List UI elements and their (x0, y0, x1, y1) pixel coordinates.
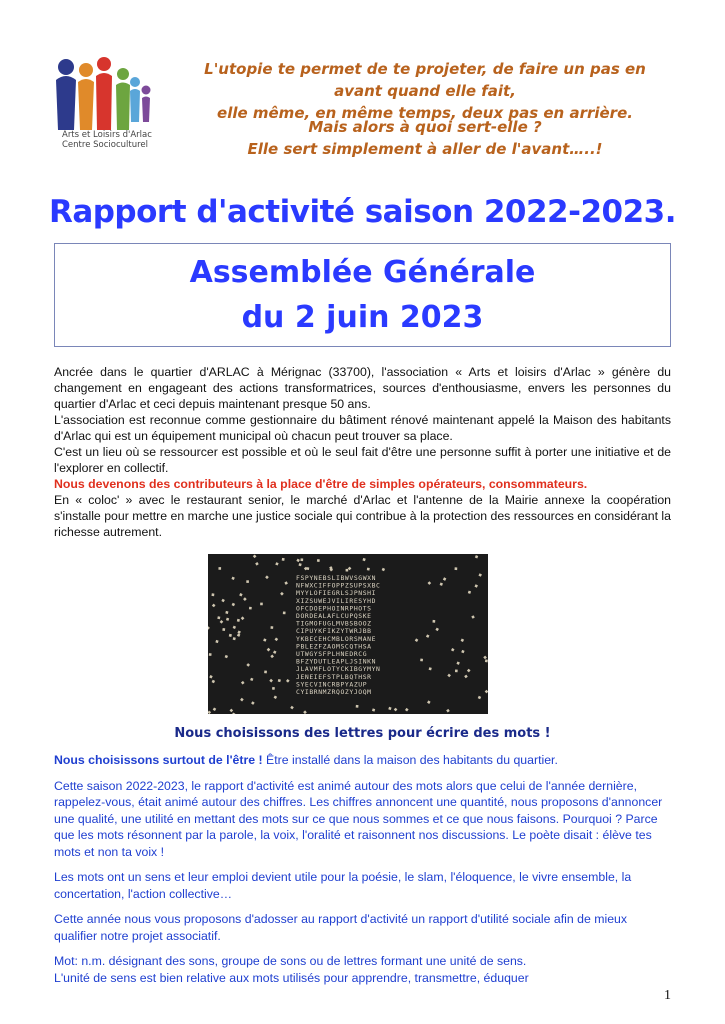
scattered-tile (229, 709, 233, 713)
letter-row: DORDEALAFLCUPQSKE (296, 612, 372, 620)
scattered-tile (209, 653, 212, 656)
scattered-tile (299, 563, 302, 566)
scattered-tile (217, 616, 220, 619)
scattered-tile (426, 634, 429, 637)
scattered-tile (468, 591, 471, 594)
scattered-tile (478, 696, 481, 699)
scattered-tile (275, 638, 279, 642)
intro-paragraph-2: L'association est reconnue comme gestionnaire du bâtiment rénové maintenant appelé la Maison des habitants d'Arlac qui est un équipement municipal où chacun peut trouver sa place. (54, 413, 671, 443)
letter-row: CIPUYKFIKZYTWRJBB (296, 627, 372, 636)
scattered-tile (427, 581, 431, 585)
scattered-tile (362, 558, 365, 561)
logo-line-1: Arts et Loisirs d'Arlac (62, 130, 152, 140)
assembly-box (54, 243, 671, 347)
scattered-tile (250, 678, 253, 681)
body-lead-rest: Être installé dans la maison des habitants du quartier. (262, 753, 558, 767)
scattered-tile (208, 711, 211, 715)
scattered-tile (405, 708, 409, 712)
scattered-tile (456, 662, 459, 665)
scattered-tile (249, 607, 252, 610)
letter-row: JLAVMFLOTYCKIBGYMYN (296, 665, 381, 674)
scattered-tile (222, 628, 225, 631)
scattered-tile (388, 707, 391, 710)
scattered-tile (233, 637, 236, 640)
assembly-line-1: Assemblée Générale (189, 255, 536, 290)
letter-row: BFZYDUTLEAPLJSINKN (296, 657, 377, 666)
letter-row: PBLEZFZAOMSCQTHSA (296, 642, 372, 651)
scattered-tile (269, 679, 273, 683)
scattered-tile (211, 593, 214, 596)
scattered-tile (232, 603, 235, 606)
scattered-tile (264, 671, 267, 674)
letter-row: XIZSUWEJVILIRESYHD (296, 596, 377, 605)
quote-line-4: Elle sert simplement à aller de l'avant…..! (247, 140, 603, 158)
body-paragraph-2: Cette saison 2022-2023, le rapport d'activité est animé autour des mots alors que celui de l'année dernière, rappelez-vous, était animé autour des chiffres. Les chiffres annoncent une quantité, nous proposons d'annoncer une qualité, une utilité en mettant des mots sur ce que nous sommes et ce que nous faisons. Pourquoi ? Parce que les mots résonnent par la parole, la voix, l'oralité et raisonnent nos discussions. Le poète disait : élève tes mots et non ta voix ! (54, 778, 663, 859)
quote-line-2: elle même, en même temps, deux pas en arrière. (217, 104, 633, 122)
scattered-tile (286, 679, 290, 683)
scattered-tile (367, 568, 370, 571)
scattered-tile (290, 706, 294, 710)
scattered-tile (239, 593, 242, 596)
scattered-tile (225, 655, 228, 658)
scattered-tile (241, 616, 245, 620)
scattered-tile (429, 667, 432, 670)
scattered-tile (475, 555, 478, 558)
quote-line-1: L'utopie te permet de te projeter, de faire un pas en avant quand elle fait, (204, 60, 646, 100)
scattered-tile (272, 687, 275, 690)
scattered-tile (255, 562, 259, 566)
scattered-tile (447, 674, 451, 678)
scattered-tile (240, 698, 244, 702)
scattered-tile (471, 615, 475, 619)
scattered-tile (267, 648, 271, 652)
scattered-tile (303, 710, 307, 714)
definition-line-1: Mot: n.m. désignant des sons, groupe de sons ou de lettres formant une unité de sens. (54, 954, 527, 968)
report-title: Rapport d'activité saison 2022-2023. (48, 194, 677, 230)
scattered-tile (253, 555, 257, 559)
scattered-tile (382, 568, 385, 571)
scattered-tile (446, 709, 450, 713)
scattered-tile (461, 650, 464, 653)
body-text (54, 752, 671, 995)
scattered-tile (215, 640, 218, 643)
scattered-tile (218, 567, 221, 570)
people-figures-icon (52, 52, 162, 132)
scattered-tile (306, 567, 309, 570)
scattered-tile (221, 599, 225, 603)
body-paragraph-1 (54, 752, 671, 769)
letter-row: CYIBRNMZRQOZYJOQM (296, 688, 372, 696)
definition-line-2: L'unité de sens est bien relative aux mots utilisés pour apprendre, transmettre, éduquer (54, 970, 529, 985)
scattered-tile (225, 611, 228, 614)
intro-paragraph-1: Ancrée dans le quartier d'ARLAC à Mérignac (33700), l'association « Arts et loisirs d'Arlac » génère du changement en engageant des actions transformatrices, sources d'enthousiasme, envers les personnes du quartier d'Arlac et ceci depuis maintenant presque 50 ans. (54, 365, 671, 411)
scattered-tile (274, 696, 278, 700)
scattered-tile (229, 634, 232, 637)
scattered-tile (212, 604, 216, 608)
body-paragraph-3: Les mots ont un sens et leur emploi devient utile pour la poésie, le slam, l'éloquence, le vivre ensemble, la concertation, l'action collective… (54, 870, 632, 901)
scattered-tile (443, 577, 447, 581)
letter-row: MYYLOFIEGRLSJPNSHI (296, 589, 377, 598)
scattered-tile (280, 592, 284, 596)
scattered-tile (432, 620, 435, 623)
scattered-tile (270, 626, 273, 629)
scattered-tile (232, 713, 235, 715)
intro-highlight: Nous devenons des contributeurs à la place d'être de simples opérateurs, consommateurs. (54, 477, 588, 491)
scattered-tile (263, 638, 266, 641)
scattered-tile (467, 669, 471, 673)
quote-part-1 (180, 58, 670, 124)
scattered-tile (251, 701, 255, 705)
quote-line-3: Mais alors à quoi sert-elle ? (308, 118, 542, 136)
scattered-tile (260, 603, 263, 606)
scattered-tile (372, 708, 375, 711)
page-number: 1 (664, 988, 671, 1003)
scattered-tile (237, 633, 240, 636)
body-bold-lead: Nous choisissons surtout de l'être ! (54, 753, 263, 767)
letter-row: UTWGYSFPLHNEDRCG (296, 650, 368, 658)
scattered-tile (317, 559, 320, 562)
scattered-tile (427, 700, 431, 704)
scattered-tile (241, 681, 245, 685)
scattered-tile (415, 638, 419, 642)
letter-row: JENEIEFSTPLBQTHSR (296, 672, 372, 681)
assembly-line-2: du 2 juin 2023 (241, 300, 484, 335)
intro-paragraph-3: C'est un lieu où se ressourcer est possible et où le seul fait d'être une personne suffit à porter une initiative et de l'explorer en collectif. (54, 445, 671, 475)
letter-tiles-image (208, 554, 488, 714)
scattered-tile (237, 631, 240, 634)
scattered-tile (243, 597, 247, 601)
scattered-tile (483, 656, 487, 660)
logo-caption (62, 130, 152, 150)
scattered-tile (270, 655, 274, 659)
quote-part-2 (180, 116, 670, 160)
scattered-tile (282, 558, 285, 561)
scattered-tile (265, 575, 269, 579)
scattered-tile (440, 583, 443, 586)
scattered-tile (246, 580, 249, 583)
body-paragraph-4: Cette année nous vous proposons d'adosser au rapport d'activité un rapport d'utilité sociale afin de mieux qualifier notre projet associatif. (54, 912, 628, 943)
scattered-tile (455, 567, 458, 570)
scattered-tile (246, 663, 250, 667)
letters-photo (208, 554, 488, 714)
scattered-tile (478, 573, 481, 576)
scattered-tile (346, 569, 349, 572)
scattered-tile (213, 708, 217, 712)
letter-row: NFWXCIFFOPPZSUPSXBC (296, 581, 381, 590)
scattered-tile (420, 659, 423, 662)
body-paragraph-5 (54, 953, 671, 986)
scattered-tile (212, 680, 215, 683)
scattered-tile (284, 581, 288, 585)
scattered-tile (356, 705, 359, 708)
letter-row: YKBECEHCMBLORSMANE (296, 634, 377, 643)
scattered-tile (451, 648, 455, 652)
scattered-tile (275, 562, 278, 565)
intro-text (54, 364, 671, 540)
scattered-tile (273, 651, 276, 654)
scattered-tile (464, 675, 468, 679)
scattered-tile (278, 679, 281, 682)
scattered-tile (461, 639, 464, 642)
scattered-tile (475, 584, 478, 587)
scattered-tile (394, 708, 398, 712)
scattered-tile (300, 558, 303, 561)
letter-row: SYECVINCRBPYAZUP (296, 680, 368, 689)
scattered-tile (485, 659, 488, 662)
letter-row: OFCDOEPHOINRPHOTS (296, 604, 372, 613)
scattered-tile (296, 559, 300, 563)
scattered-tile (226, 618, 229, 621)
scattered-tile (348, 567, 352, 571)
scattered-tile (237, 619, 240, 622)
scattered-tile (209, 675, 212, 678)
photo-caption: Nous choisissons des lettres pour écrire des mots ! (174, 726, 551, 741)
scattered-tile (220, 620, 224, 624)
scattered-tile (435, 628, 439, 632)
scattered-tile (455, 670, 458, 673)
intro-paragraph-5: En « coloc' » avec le restaurant senior, le marché d'Arlac et l'antenne de la Mairie annexe la coopération s'installe pour mettre en marche une justice sociale qui contribue à la protection des ressources en considérant la richesse autrement. (54, 493, 671, 539)
scattered-tile (231, 577, 234, 580)
scattered-tile (485, 690, 488, 694)
scattered-tile (283, 612, 286, 615)
letter-row: TIGMOFUGLMVBSBOOZ (296, 619, 372, 628)
scattered-tile (208, 626, 210, 630)
letter-row: FSPYNEBSLIBWVSGWXN (296, 574, 377, 582)
logo-line-2: Centre Socioculturel (62, 140, 148, 150)
scattered-tile (233, 626, 236, 629)
